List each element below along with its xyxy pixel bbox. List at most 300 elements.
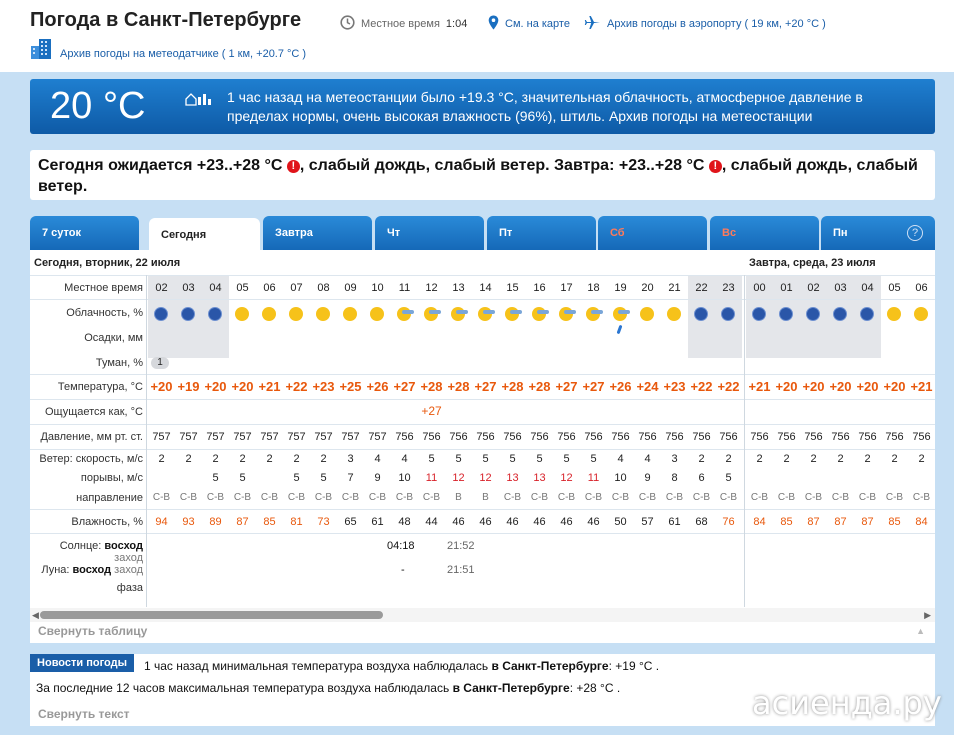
pressure-cell: 757 xyxy=(287,431,306,443)
help-icon[interactable]: ? xyxy=(907,225,923,241)
clock-icon xyxy=(340,15,355,30)
pressure-cell: 756 xyxy=(692,431,711,443)
moon-phase-label: фаза xyxy=(116,582,143,594)
pressure-cell: 756 xyxy=(638,431,657,443)
forecast-table xyxy=(30,250,935,643)
wind-direction-cell: С-В xyxy=(206,492,225,503)
cloud-stripe-icon xyxy=(510,310,522,314)
hour-cell: 21 xyxy=(668,282,681,294)
pressure-cell: 756 xyxy=(476,431,495,443)
wind-gust-cell: 9 xyxy=(374,472,381,484)
station-archive-label[interactable]: Архив погоды на метеодатчике ( 1 км, +20.7 °C ) xyxy=(60,48,307,60)
gusts-row-label: порывы, м/с xyxy=(80,472,143,484)
forecast-middle: , слабый дождь, слабый ветер. Завтра: +23..+28 °C xyxy=(299,157,705,174)
wind-speed-cell: 2 xyxy=(698,453,705,465)
wind-speed-cell: 2 xyxy=(756,453,763,465)
hour-cell: 14 xyxy=(479,282,492,294)
pressure-cell: 756 xyxy=(665,431,684,443)
pressure-cell: 756 xyxy=(503,431,522,443)
temperature-cell: +28 xyxy=(501,379,524,394)
night-cloud-icon xyxy=(181,307,195,321)
label-divider xyxy=(146,275,147,607)
temperature-cell: +20 xyxy=(829,379,852,394)
map-link-label[interactable]: См. на карте xyxy=(505,18,570,30)
temperature-cell: +28 xyxy=(447,379,470,394)
wind-direction-cell: С-В xyxy=(314,492,333,503)
tab-tomorrow[interactable]: Завтра xyxy=(263,216,372,250)
pressure-cell: 757 xyxy=(233,431,252,443)
wind-gust-cell: 5 xyxy=(725,472,732,484)
temperature-cell: +23 xyxy=(312,379,335,394)
moonset-time: 21:51 xyxy=(447,564,475,576)
collapse-text-link[interactable]: Свернуть текст xyxy=(38,707,130,721)
humidity-cell: 44 xyxy=(425,516,438,528)
wind-speed-cell: 2 xyxy=(239,453,246,465)
hour-cell: 01 xyxy=(780,282,793,294)
humidity-cell: 46 xyxy=(587,516,600,528)
wind-speed-cell: 2 xyxy=(158,453,165,465)
temperature-cell: +20 xyxy=(856,379,879,394)
precip-row-label: Осадки, мм xyxy=(84,332,143,344)
wind-gust-cell: 6 xyxy=(698,472,705,484)
hour-cell: 02 xyxy=(807,282,820,294)
pressure-cell: 757 xyxy=(341,431,360,443)
temperature-cell: +20 xyxy=(883,379,906,394)
temperature-cell: +25 xyxy=(339,379,362,394)
sun-icon xyxy=(887,307,901,321)
moonset-label: заход xyxy=(114,564,143,576)
wind-direction-cell: С-В xyxy=(503,492,522,503)
wind-direction-cell: С-В xyxy=(557,492,576,503)
temperature-cell: +28 xyxy=(528,379,551,394)
night-cloud-icon xyxy=(779,307,793,321)
hour-cell: 03 xyxy=(182,282,195,294)
cloud-stripe-icon xyxy=(591,310,603,314)
wind-speed-cell: 5 xyxy=(536,453,543,465)
news-tab[interactable]: Новости погоды xyxy=(30,654,134,672)
tab-saturday[interactable]: Сб xyxy=(598,216,707,250)
wind-gust-cell: 5 xyxy=(293,472,300,484)
temperature-cell: +27 xyxy=(393,379,416,394)
hour-cell: 17 xyxy=(560,282,573,294)
wind-speed-cell: 5 xyxy=(563,453,570,465)
pressure-cell: 756 xyxy=(831,431,850,443)
pressure-cell: 756 xyxy=(777,431,796,443)
collapse-arrow-icon[interactable]: ▲ xyxy=(916,626,925,636)
wind-direction-cell: С-В xyxy=(395,492,414,503)
wind-speed-cell: 2 xyxy=(293,453,300,465)
sun-icon xyxy=(316,307,330,321)
temperature-cell: +19 xyxy=(177,379,200,394)
sun-icon xyxy=(370,307,384,321)
hour-cell: 05 xyxy=(888,282,901,294)
warning-icon[interactable]: ! xyxy=(709,160,722,173)
today-section-title: Сегодня, вторник, 22 июля xyxy=(34,257,181,269)
time-row-label: Местное время xyxy=(64,282,143,294)
hour-cell: 06 xyxy=(263,282,276,294)
wind-direction-cell: С-В xyxy=(831,492,850,503)
period-tabs xyxy=(30,216,935,250)
temperature-cell: +21 xyxy=(910,379,933,394)
hour-cell: 05 xyxy=(236,282,249,294)
humidity-cell: 85 xyxy=(888,516,901,528)
cloud-row-label: Облачность, % xyxy=(66,307,143,319)
temperature-cell: +26 xyxy=(366,379,389,394)
humidity-cell: 61 xyxy=(668,516,681,528)
wind-speed-cell: 4 xyxy=(644,453,651,465)
current-weather-banner xyxy=(30,79,935,134)
humidity-cell: 87 xyxy=(236,516,249,528)
collapse-table-link[interactable]: Свернуть таблицу xyxy=(38,624,148,638)
weather-station-icon xyxy=(185,92,215,106)
hour-cell: 18 xyxy=(587,282,600,294)
wind-gust-cell: 10 xyxy=(398,472,411,484)
humidity-cell: 85 xyxy=(780,516,793,528)
temperature-cell: +20 xyxy=(231,379,254,394)
humidity-cell: 50 xyxy=(614,516,627,528)
news-line-1-value: : +19 °C . xyxy=(608,659,660,673)
hour-cell: 12 xyxy=(425,282,438,294)
pressure-cell: 756 xyxy=(804,431,823,443)
wind-gust-cell: 13 xyxy=(506,472,519,484)
sunrise-label: восход xyxy=(104,540,143,552)
warning-icon[interactable]: ! xyxy=(287,160,300,173)
sun-row-label xyxy=(30,540,143,564)
tab-today[interactable]: Сегодня xyxy=(149,218,260,250)
day-divider xyxy=(744,275,745,607)
temperature-cell: +20 xyxy=(204,379,227,394)
cloud-stripe-icon xyxy=(618,310,630,314)
row-divider xyxy=(30,424,935,425)
wind-speed-cell: 5 xyxy=(428,453,435,465)
wind-gust-cell: 10 xyxy=(614,472,627,484)
forecast-summary xyxy=(30,150,935,200)
hour-cell: 04 xyxy=(209,282,222,294)
humidity-cell: 89 xyxy=(209,516,222,528)
temperature-cell: +22 xyxy=(285,379,308,394)
current-weather-description: 1 час назад на метеостанции было +19.3 °C, значительная облачность, атмосферное давление в пределах нормы, очень высокая влажность (96%), штиль. Архив погоды на метеостанции xyxy=(227,89,863,124)
news-line-2-text: За последние 12 часов максимальная температура воздуха наблюдалась xyxy=(36,681,450,695)
row-divider xyxy=(30,374,935,375)
humidity-cell: 76 xyxy=(722,516,735,528)
wind-direction-cell: С-В xyxy=(584,492,603,503)
hour-cell: 10 xyxy=(371,282,384,294)
humidity-cell: 87 xyxy=(807,516,820,528)
rain-drop-icon xyxy=(617,325,623,334)
direction-row-label: направление xyxy=(76,492,143,504)
pressure-cell: 756 xyxy=(449,431,468,443)
row-divider xyxy=(30,275,935,276)
horizontal-scrollbar[interactable] xyxy=(30,608,935,622)
sun-icon xyxy=(235,307,249,321)
row-divider xyxy=(30,533,935,534)
wind-direction-cell: С-В xyxy=(422,492,441,503)
humidity-cell: 85 xyxy=(263,516,276,528)
fog-badge: 1 xyxy=(151,357,169,369)
pressure-cell: 757 xyxy=(368,431,387,443)
wind-speed-cell: 2 xyxy=(810,453,817,465)
page-title: Погода в Санкт-Петербурге xyxy=(30,9,302,31)
row-divider xyxy=(30,299,935,300)
pressure-cell: 756 xyxy=(912,431,931,443)
news-line-1-city: в Санкт-Петербурге xyxy=(491,659,609,673)
wind-gust-cell: 5 xyxy=(212,472,219,484)
wind-speed-cell: 5 xyxy=(590,453,597,465)
wind-direction-cell: С-В xyxy=(638,492,657,503)
cloud-stripe-icon xyxy=(456,310,468,314)
wind-speed-cell: 4 xyxy=(401,453,408,465)
row-divider xyxy=(30,449,935,450)
sun-icon xyxy=(667,307,681,321)
page-header xyxy=(0,0,954,72)
wind-direction-cell: С-В xyxy=(858,492,877,503)
wind-speed-cell: 2 xyxy=(212,453,219,465)
moon-phase-icon xyxy=(419,584,435,602)
night-cloud-icon xyxy=(860,307,874,321)
hour-cell: 07 xyxy=(290,282,303,294)
watermark: асиенда.ру xyxy=(752,684,942,722)
pressure-cell: 756 xyxy=(858,431,877,443)
moon-row-label xyxy=(30,564,143,576)
wind-speed-cell: 5 xyxy=(509,453,516,465)
wind-direction-cell: С-В xyxy=(611,492,630,503)
wind-speed-cell: 3 xyxy=(347,453,354,465)
hour-cell: 00 xyxy=(753,282,766,294)
hour-cell: 13 xyxy=(452,282,465,294)
station-archive-link[interactable] xyxy=(30,38,306,60)
tab-7-days[interactable]: 7 суток xyxy=(30,216,139,250)
wind-gust-cell: 7 xyxy=(347,472,354,484)
wind-direction-cell: С-В xyxy=(692,492,711,503)
wind-gust-cell: 5 xyxy=(239,472,246,484)
wind-row-label: Ветер: скорость, м/с xyxy=(39,453,143,465)
map-link[interactable] xyxy=(488,15,570,30)
wind-speed-cell: 2 xyxy=(266,453,273,465)
pressure-cell: 756 xyxy=(885,431,904,443)
temperature-cell: +28 xyxy=(420,379,443,394)
pressure-cell: 756 xyxy=(422,431,441,443)
pressure-cell: 757 xyxy=(152,431,171,443)
wind-gust-cell: 11 xyxy=(425,472,438,484)
temperature-cell: +20 xyxy=(802,379,825,394)
wind-direction-cell: С-В xyxy=(885,492,904,503)
temperature-cell: +24 xyxy=(636,379,659,394)
sun-icon xyxy=(262,307,276,321)
temperature-cell: +21 xyxy=(748,379,771,394)
humidity-cell: 84 xyxy=(915,516,928,528)
sun-icon xyxy=(640,307,654,321)
humidity-cell: 57 xyxy=(641,516,654,528)
wind-direction-cell: С-В xyxy=(233,492,252,503)
humidity-cell: 81 xyxy=(290,516,303,528)
hour-cell: 11 xyxy=(398,282,411,294)
sunset-time: 21:52 xyxy=(447,540,475,552)
humidity-cell: 46 xyxy=(506,516,519,528)
sun-icon xyxy=(343,307,357,321)
news-line-2 xyxy=(36,681,620,695)
temperature-cell: +22 xyxy=(690,379,713,394)
wind-speed-cell: 2 xyxy=(783,453,790,465)
wind-speed-cell: 2 xyxy=(918,453,925,465)
tab-sunday[interactable]: Вс xyxy=(710,216,819,250)
temperature-cell: +27 xyxy=(582,379,605,394)
night-cloud-icon xyxy=(694,307,708,321)
humidity-cell: 46 xyxy=(560,516,573,528)
night-cloud-icon xyxy=(208,307,222,321)
tab-monday-label[interactable]: Пн xyxy=(833,227,848,239)
humidity-row-label: Влажность, % xyxy=(71,516,143,528)
wind-speed-cell: 5 xyxy=(482,453,489,465)
pressure-cell: 757 xyxy=(260,431,279,443)
wind-speed-cell: 2 xyxy=(320,453,327,465)
humidity-cell: 87 xyxy=(861,516,874,528)
pressure-cell: 756 xyxy=(750,431,769,443)
wind-speed-cell: 2 xyxy=(837,453,844,465)
hour-cell: 04 xyxy=(861,282,874,294)
hour-cell: 16 xyxy=(533,282,546,294)
hour-cell: 15 xyxy=(506,282,519,294)
wind-direction-cell: С-В xyxy=(152,492,171,503)
wind-gust-cell: 5 xyxy=(320,472,327,484)
building-icon xyxy=(30,38,54,60)
forecast-tomorrow: , слабый дождь, слабый ветер. xyxy=(38,157,918,195)
wind-gust-cell: 8 xyxy=(671,472,678,484)
humidity-cell: 46 xyxy=(479,516,492,528)
scroll-right-arrow[interactable]: ▶ xyxy=(924,610,931,620)
wind-direction-cell: С-В xyxy=(777,492,796,503)
local-time-label: Местное время xyxy=(361,18,440,30)
tab-monday[interactable] xyxy=(821,216,935,250)
wind-direction-cell: С-В xyxy=(912,492,931,503)
wind-gust-cell: 11 xyxy=(587,472,600,484)
local-time xyxy=(340,15,467,30)
wind-direction-cell: С-В xyxy=(368,492,387,503)
cloud-stripe-icon xyxy=(537,310,549,314)
row-divider xyxy=(30,399,935,400)
night-cloud-icon xyxy=(833,307,847,321)
pressure-cell: 756 xyxy=(719,431,738,443)
humidity-cell: 65 xyxy=(344,516,357,528)
temperature-cell: +26 xyxy=(609,379,632,394)
wind-speed-cell: 2 xyxy=(891,453,898,465)
wind-speed-cell: 5 xyxy=(455,453,462,465)
wind-direction-cell: С-В xyxy=(750,492,769,503)
wind-speed-cell: 4 xyxy=(374,453,381,465)
night-cloud-icon xyxy=(806,307,820,321)
sun-icon xyxy=(914,307,928,321)
airplane-icon xyxy=(584,15,601,30)
hour-cell: 22 xyxy=(695,282,708,294)
airport-archive-link[interactable] xyxy=(584,15,826,30)
row-divider xyxy=(30,509,935,510)
wind-direction-cell: С-В xyxy=(260,492,279,503)
temperature-cell: +21 xyxy=(258,379,281,394)
pressure-cell: 757 xyxy=(179,431,198,443)
pressure-cell: 756 xyxy=(530,431,549,443)
airport-archive-label[interactable]: Архив погоды в аэропорту ( 19 км, +20 °C ) xyxy=(607,18,826,30)
wind-speed-cell: 2 xyxy=(864,453,871,465)
hour-cell: 19 xyxy=(614,282,627,294)
cloud-stripe-icon xyxy=(483,310,495,314)
cloud-stripe-icon xyxy=(429,310,441,314)
news-line-1-text: 1 час назад минимальная температура воздуха наблюдалась xyxy=(144,659,489,673)
pressure-cell: 756 xyxy=(584,431,603,443)
wind-gust-cell: 13 xyxy=(533,472,546,484)
fog-row-label: Туман, % xyxy=(95,357,143,369)
temperature-cell: +23 xyxy=(663,379,686,394)
wind-direction-cell: В xyxy=(482,492,489,503)
current-temperature: 20 °C xyxy=(50,85,146,127)
humidity-cell: 84 xyxy=(753,516,766,528)
wind-gust-cell: 12 xyxy=(479,472,492,484)
wind-speed-cell: 2 xyxy=(725,453,732,465)
humidity-cell: 93 xyxy=(182,516,195,528)
humidity-cell: 61 xyxy=(371,516,384,528)
moonrise-time: - xyxy=(401,564,405,576)
wind-direction-cell: С-В xyxy=(804,492,823,503)
wind-direction-cell: С-В xyxy=(530,492,549,503)
temperature-cell: +22 xyxy=(717,379,740,394)
sunset-label: заход xyxy=(114,552,143,564)
local-time-value: 1:04 xyxy=(445,18,468,30)
tab-friday[interactable]: Пт xyxy=(487,216,596,250)
wind-speed-cell: 4 xyxy=(617,453,624,465)
humidity-cell: 46 xyxy=(533,516,546,528)
temperature-row-label: Температура, °C xyxy=(57,381,143,393)
humidity-cell: 94 xyxy=(155,516,168,528)
wind-speed-cell: 3 xyxy=(671,453,678,465)
wind-gust-cell: 12 xyxy=(560,472,573,484)
wind-direction-cell: С-В xyxy=(287,492,306,503)
temperature-cell: +27 xyxy=(474,379,497,394)
sunrise-time: 04:18 xyxy=(387,540,415,552)
pressure-cell: 757 xyxy=(314,431,333,443)
pressure-cell: 756 xyxy=(395,431,414,443)
night-cloud-icon xyxy=(721,307,735,321)
hour-cell: 08 xyxy=(317,282,330,294)
humidity-cell: 48 xyxy=(398,516,411,528)
cloud-stripe-icon xyxy=(564,310,576,314)
wind-direction-cell: С-В xyxy=(665,492,684,503)
feels-like-cell: +27 xyxy=(421,404,442,418)
hour-cell: 02 xyxy=(155,282,168,294)
scrollbar-thumb[interactable] xyxy=(40,611,383,619)
wind-gust-cell: 9 xyxy=(644,472,651,484)
wind-direction-cell: С-В xyxy=(719,492,738,503)
scroll-left-arrow[interactable]: ◀ xyxy=(32,610,39,620)
temperature-cell: +20 xyxy=(150,379,173,394)
moon-prefix: Луна: xyxy=(41,564,70,576)
humidity-cell: 46 xyxy=(452,516,465,528)
hour-cell: 09 xyxy=(344,282,357,294)
pressure-row-label: Давление, мм рт. ст. xyxy=(40,431,143,443)
temperature-cell: +27 xyxy=(555,379,578,394)
moonrise-label: восход xyxy=(72,564,112,576)
pressure-cell: 756 xyxy=(557,431,576,443)
night-cloud-icon xyxy=(154,307,168,321)
wind-direction-cell: С-В xyxy=(341,492,360,503)
wind-direction-cell: В xyxy=(455,492,462,503)
news-line-2-value: : +28 °C . xyxy=(569,681,621,695)
tab-thursday[interactable]: Чт xyxy=(375,216,484,250)
hour-cell: 20 xyxy=(641,282,654,294)
forecast-today: Сегодня ожидается +23..+28 °C xyxy=(38,157,283,174)
sun-icon xyxy=(289,307,303,321)
feels-like-row-label: Ощущается как, °C xyxy=(44,406,143,418)
cloud-stripe-icon xyxy=(402,310,414,314)
map-pin-icon xyxy=(488,15,499,30)
wind-direction-cell: С-В xyxy=(179,492,198,503)
